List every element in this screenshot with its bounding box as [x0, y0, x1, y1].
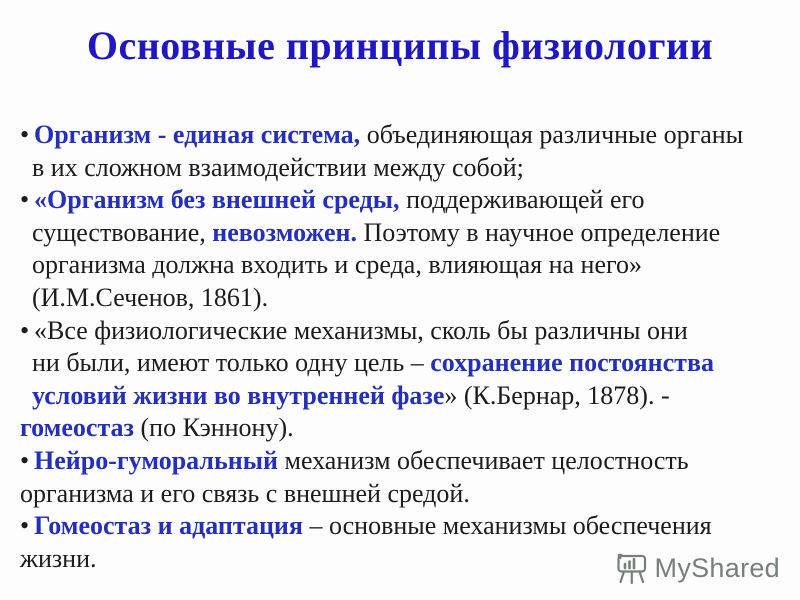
text-segment: «Все физиологические механизмы, сколь бы различны они — [34, 315, 688, 345]
text-segment: Нейро-гуморальный — [34, 445, 278, 475]
text-line — [20, 217, 790, 250]
text-segment: организма должна входить и среда, влияющая на него» — [32, 250, 642, 280]
text-line — [20, 282, 790, 315]
text-segment: ни были, имеют только одну цель – — [32, 348, 431, 378]
text-line — [20, 249, 790, 282]
text-line — [20, 315, 790, 348]
slide-body — [20, 119, 790, 575]
text-segment: поддерживающей его — [399, 185, 645, 215]
text-line — [20, 412, 790, 445]
text-line — [20, 152, 790, 185]
text-segment: Организм - единая система, — [34, 120, 361, 149]
slide-title: Основные принципы физиологии — [86, 23, 714, 68]
text-segment: сохранение постоянства — [430, 348, 714, 378]
text-segment: » (К.Бернар, 1878). - — [444, 380, 670, 410]
text-segment: организма и его связь с внешней средой. — [20, 478, 470, 508]
bullet-marker: • — [20, 445, 30, 475]
watermark-label: MyShared — [654, 552, 780, 583]
text-segment: Гомеостаз и адаптация — [34, 511, 303, 541]
text-line — [20, 510, 790, 543]
text-segment: (по Кэннону). — [134, 413, 294, 443]
text-line — [20, 347, 790, 380]
bullet-marker: • — [20, 120, 30, 149]
text-segment: невозможен. — [212, 217, 357, 247]
text-segment: жизни. — [20, 543, 97, 573]
text-segment: существование, — [32, 217, 213, 247]
text-segment: механизм обеспечивает целостность — [277, 445, 689, 475]
text-line — [20, 380, 790, 413]
bullet-marker: • — [20, 315, 30, 345]
bullet-marker: • — [20, 511, 30, 541]
text-segment: (И.М.Сеченов, 1861). — [32, 282, 269, 312]
bullet-marker: • — [20, 185, 30, 215]
text-line — [20, 478, 790, 511]
text-segment: Поэтому в научное определение — [356, 217, 721, 247]
presentation-board-icon — [614, 549, 650, 587]
text-segment: – основные механизмы обеспечения — [302, 511, 712, 541]
text-segment: объединяющая различные органы — [360, 120, 744, 149]
text-segment: условий жизни во внутренней фазе — [32, 380, 445, 410]
text-line — [20, 184, 790, 217]
text-line — [20, 445, 790, 478]
text-segment: «Организм без внешней среды, — [34, 185, 400, 215]
text-line — [20, 119, 790, 152]
myshared-watermark[interactable] — [614, 549, 780, 587]
text-segment: гомеостаз — [20, 413, 134, 443]
text-segment: в их сложном взаимодействии между собой; — [32, 152, 524, 182]
